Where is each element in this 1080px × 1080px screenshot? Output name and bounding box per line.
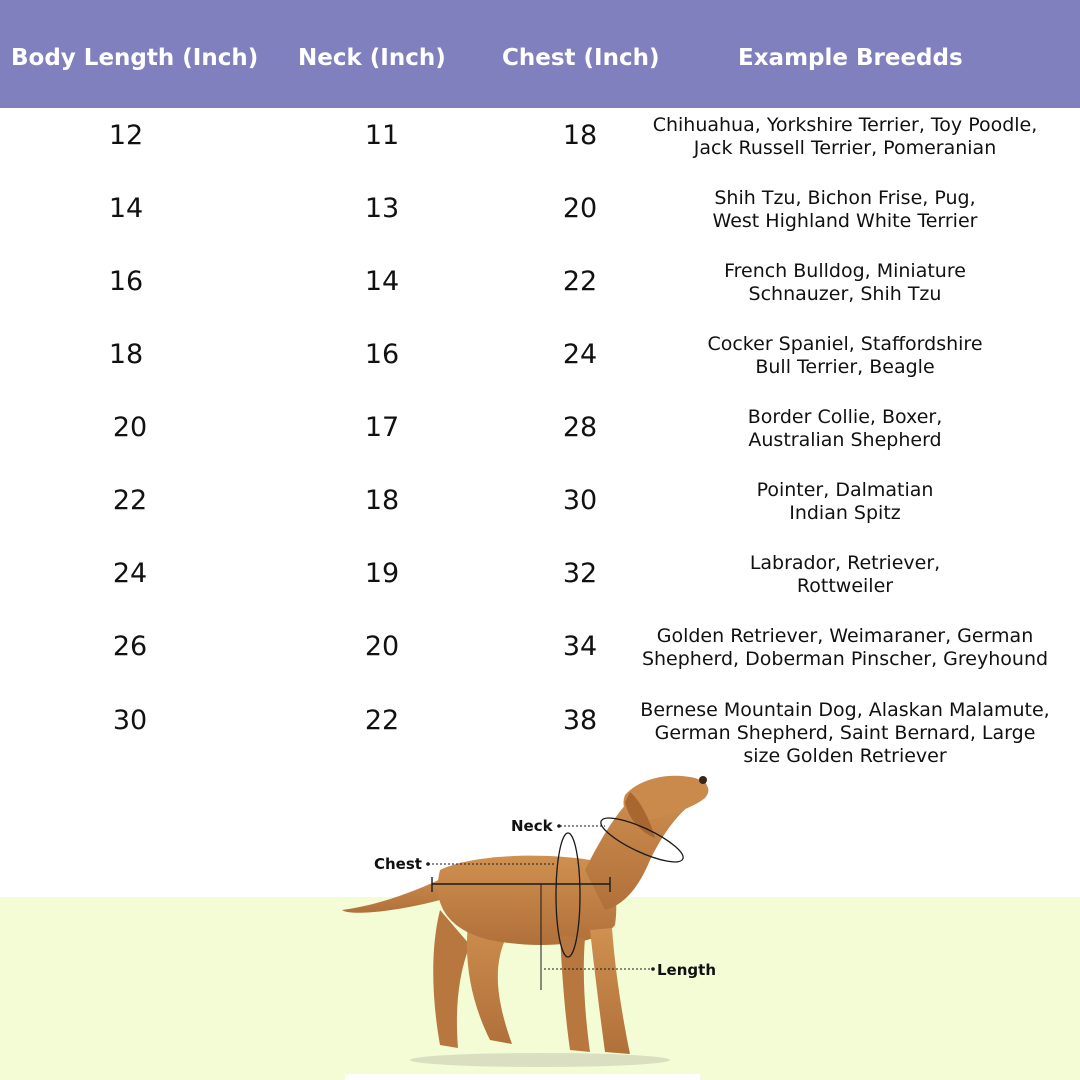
breeds-line: Border Collie, Boxer, (747, 406, 943, 428)
table-row (0, 406, 1080, 485)
breeds-line: French Bulldog, Miniature (724, 260, 966, 282)
breeds-line: Bull Terrier, Beagle (755, 356, 935, 378)
table-row (0, 260, 1080, 339)
chest-cell: 34 (562, 631, 598, 662)
neck-cell: 13 (364, 193, 400, 224)
chest-cell: 24 (562, 339, 598, 370)
neck-callout: Neck (511, 817, 553, 835)
breeds-line: Cocker Spaniel, Staffordshire (707, 333, 983, 355)
table-row (0, 333, 1080, 412)
length-cell: 30 (112, 705, 148, 736)
breeds-cell (620, 479, 1070, 525)
breeds-cell (620, 114, 1070, 160)
breeds-line: West Highland White Terrier (712, 210, 978, 232)
neck-cell: 22 (364, 705, 400, 736)
breeds-line: Shih Tzu, Bichon Frise, Pug, (714, 187, 976, 209)
dog-measurement-diagram (0, 760, 1080, 1080)
breeds-line: Labrador, Retriever, (749, 552, 941, 574)
length-cell: 16 (108, 266, 144, 297)
breeds-cell (620, 406, 1070, 452)
neck-cell: 19 (364, 558, 400, 589)
neck-leader-dot (557, 824, 561, 828)
breeds-line: German Shepherd, Saint Bernard, Large (654, 722, 1036, 744)
header-body-length: Body Length (Inch) (11, 45, 259, 71)
neck-cell: 11 (364, 120, 400, 151)
chest-cell: 28 (562, 412, 598, 443)
breeds-cell (620, 260, 1070, 306)
table-row (0, 479, 1080, 558)
chest-cell: 22 (562, 266, 598, 297)
breeds-line: Golden Retriever, Weimaraner, German (656, 625, 1034, 647)
table-row (0, 625, 1080, 704)
breeds-line: Bernese Mountain Dog, Alaskan Malamute, (640, 699, 1050, 721)
dog-nose (699, 776, 707, 784)
header-chest: Chest (Inch) (502, 45, 660, 71)
chest-cell: 38 (562, 705, 598, 736)
breeds-cell (620, 552, 1070, 598)
breeds-line: Jack Russell Terrier, Pomeranian (693, 137, 997, 159)
table-header (0, 0, 1080, 108)
chest-cell: 30 (562, 485, 598, 516)
neck-cell: 16 (364, 339, 400, 370)
breeds-cell (620, 333, 1070, 379)
dog-front-leg-near (590, 928, 630, 1054)
dog-back-leg-far (433, 910, 470, 1048)
chest-cell: 18 (562, 120, 598, 151)
length-cell: 14 (108, 193, 144, 224)
breeds-line: Shepherd, Doberman Pinscher, Greyhound (641, 648, 1049, 670)
length-cell: 26 (112, 631, 148, 662)
chest-leader-dot (426, 862, 430, 866)
breeds-line: size Golden Retriever (743, 745, 947, 767)
table-row (0, 187, 1080, 266)
length-cell: 24 (112, 558, 148, 589)
breeds-line: Rottweiler (796, 575, 894, 597)
breeds-cell (620, 625, 1070, 671)
breeds-line: Pointer, Dalmatian (756, 479, 934, 501)
dog-front-leg-far (560, 935, 590, 1052)
length-leader-dot (651, 967, 655, 971)
header-example-breeds: Example Breedds (738, 45, 963, 71)
length-callout: Length (657, 961, 716, 979)
length-cell: 18 (108, 339, 144, 370)
dog-shadow (410, 1053, 670, 1067)
neck-cell: 17 (364, 412, 400, 443)
table-row (0, 552, 1080, 631)
header-neck: Neck (Inch) (298, 45, 446, 71)
length-cell: 22 (112, 485, 148, 516)
chest-cell: 32 (562, 558, 598, 589)
breeds-line: Schnauzer, Shih Tzu (748, 283, 942, 305)
neck-cell: 20 (364, 631, 400, 662)
length-cell: 12 (108, 120, 144, 151)
breeds-line: Australian Shepherd (748, 429, 942, 451)
chest-cell: 20 (562, 193, 598, 224)
neck-cell: 14 (364, 266, 400, 297)
neck-cell: 18 (364, 485, 400, 516)
breeds-cell (620, 187, 1070, 233)
chest-callout: Chest (374, 855, 422, 873)
length-cell: 20 (112, 412, 148, 443)
breeds-cell (620, 699, 1070, 768)
table-row (0, 114, 1080, 193)
breeds-line: Chihuahua, Yorkshire Terrier, Toy Poodle, (652, 114, 1038, 136)
breeds-line: Indian Spitz (789, 502, 901, 524)
